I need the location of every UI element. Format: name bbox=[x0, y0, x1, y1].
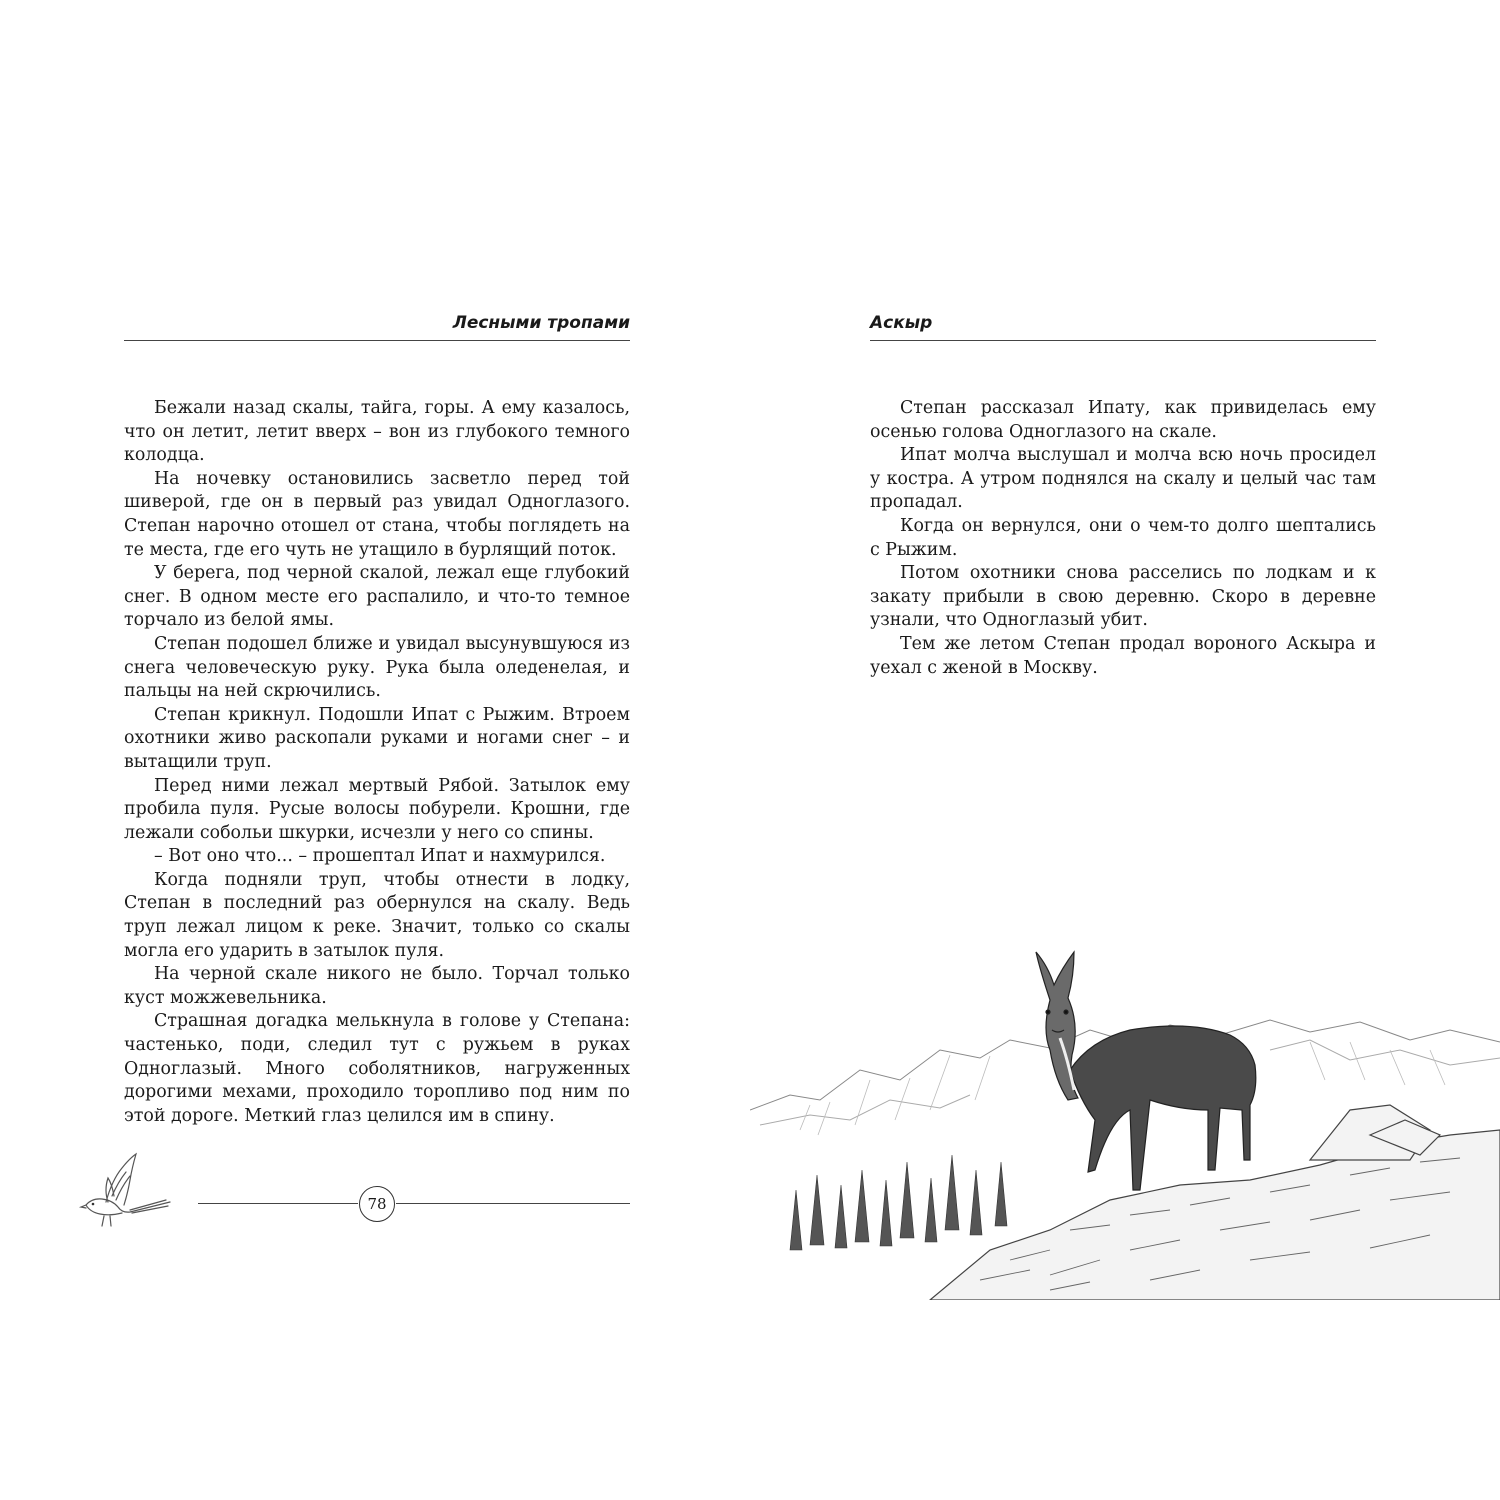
footer-rule bbox=[198, 1203, 358, 1204]
paragraph: Тем же летом Степан продал вороного Аскыра и уехал с женой в Москву. bbox=[870, 633, 1376, 678]
paragraph: – Вот оно что... – прошептал Ипат и нахмурился. bbox=[154, 846, 606, 867]
paragraph: На черной скале никого не было. Торчал только куст можжевельника. bbox=[124, 964, 630, 1008]
paragraph: Перед ними лежал мертвый Рябой. Затылок ему пробила пуля. Русые волосы побурели. Крошни, где лежали собольи шкурки, исчезли у него со спины. bbox=[124, 775, 630, 843]
paragraph: Когда он вернулся, они о чем-то долго шептались с Рыжим. bbox=[870, 515, 1376, 560]
paragraph: Степан рассказал Ипату, как привиделась ему осенью голова Одноглазого на скале. bbox=[870, 398, 1376, 442]
paragraph: Степан крикнул. Подошли Ипат с Рыжим. Втроем охотники живо раскопали руками и ногами снег – и вытащили труп. bbox=[124, 704, 630, 772]
paragraph: Ипат молча выслушал и молча всю ночь просидел у костра. А утром поднялся на скалу и целый час там пропадал. bbox=[870, 445, 1376, 513]
running-head: Лесными тропами bbox=[452, 313, 630, 333]
running-head: Аскыр bbox=[870, 313, 933, 333]
paragraph: Потом охотники снова расселись по лодкам и к закату прибыли в свою деревню. Скоро в деревне узнали, что Одноглазый убит. bbox=[870, 563, 1376, 631]
header-rule bbox=[870, 340, 1376, 341]
paragraph: Страшная догадка мелькнула в голове у Степана: частенько, поди, следил тут с ружьем в руках Одноглазый. Много соболятников, нагруженных дорогими мехами, проходило торопливо под ним по этой дороге. Меткий глаз целился им в спину. bbox=[124, 1011, 630, 1126]
footer-rule bbox=[396, 1203, 630, 1204]
musk-deer-illustration bbox=[750, 930, 1500, 1300]
paragraph: Бежали назад скалы, тайга, горы. А ему казалось, что он летит, летит вверх – вон из глубокого темного колодца. bbox=[124, 398, 630, 466]
paragraph: Когда подняли труп, чтобы отнести в лодку, Степан в последний раз обернулся на скалу. Ведь труп лежал лицом к реке. Значит, только со скалы могла его ударить в затылок пуля. bbox=[124, 869, 630, 961]
bird-illustration bbox=[78, 1150, 178, 1235]
header-rule bbox=[124, 340, 630, 341]
body-text bbox=[870, 397, 1376, 680]
paragraph: Степан подошел ближе и увидал высунувшуюся из снега человеческую руку. Рука была оледенелая, и пальцы на ней скрючились. bbox=[124, 633, 630, 702]
body-text bbox=[124, 397, 630, 1128]
paragraph: На ночевку остановились засветло перед той шиверой, где он в первый раз увидал Одноглазого. Степан нарочно отошел от стана, чтобы поглядеть на те места, где его чуть не утащило в бурлящий поток. bbox=[124, 468, 630, 560]
right-page bbox=[750, 0, 1500, 1500]
paragraph: У берега, под черной скалой, лежал еще глубокий снег. В одном месте его распалило, и что-то темное торчало из белой ямы. bbox=[124, 563, 630, 631]
page-number: 78 bbox=[359, 1186, 395, 1222]
